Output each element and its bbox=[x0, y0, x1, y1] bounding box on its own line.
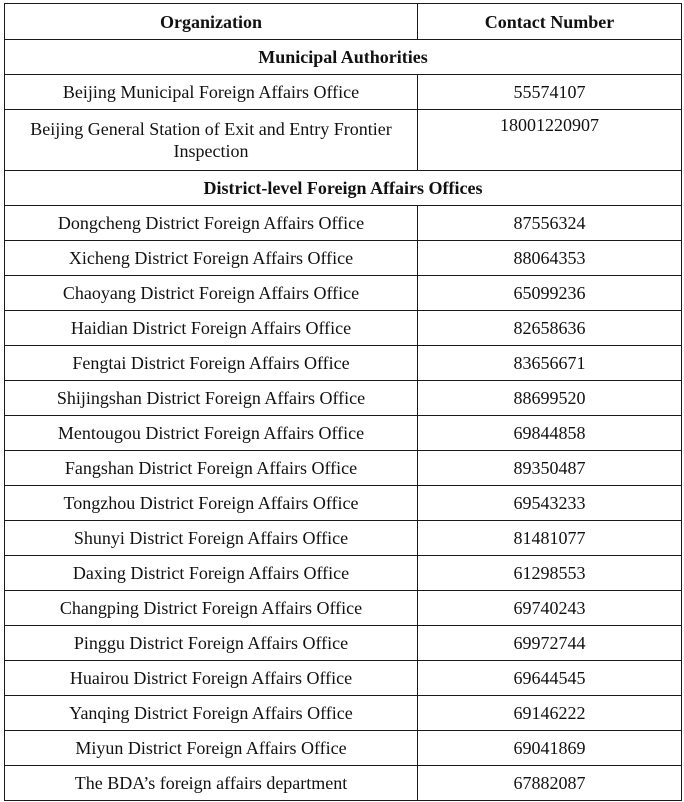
organization-cell: Beijing General Station of Exit and Entry Frontier Inspection bbox=[5, 110, 418, 171]
phone-cell: 67882087 bbox=[418, 766, 682, 801]
table-row bbox=[5, 661, 682, 696]
organization-cell: Chaoyang District Foreign Affairs Office bbox=[5, 276, 418, 311]
organization-cell: Miyun District Foreign Affairs Office bbox=[5, 731, 418, 766]
table-row bbox=[5, 110, 682, 171]
section-title-municipal: Municipal Authorities bbox=[5, 40, 682, 75]
organization-cell: Dongcheng District Foreign Affairs Office bbox=[5, 206, 418, 241]
phone-cell: 69543233 bbox=[418, 486, 682, 521]
organization-cell: Tongzhou District Foreign Affairs Office bbox=[5, 486, 418, 521]
phone-cell: 89350487 bbox=[418, 451, 682, 486]
organization-cell: Shijingshan District Foreign Affairs Office bbox=[5, 381, 418, 416]
organization-cell: Yanqing District Foreign Affairs Office bbox=[5, 696, 418, 731]
table-row bbox=[5, 556, 682, 591]
table-row bbox=[5, 206, 682, 241]
organization-cell: The BDA’s foreign affairs department bbox=[5, 766, 418, 801]
phone-cell: 55574107 bbox=[418, 75, 682, 110]
organization-cell: Changping District Foreign Affairs Office bbox=[5, 591, 418, 626]
phone-cell: 69844858 bbox=[418, 416, 682, 451]
table-row bbox=[5, 766, 682, 801]
organization-cell: Pinggu District Foreign Affairs Office bbox=[5, 626, 418, 661]
header-contact-number: Contact Number bbox=[418, 4, 682, 40]
table-row bbox=[5, 241, 682, 276]
organization-cell: Fengtai District Foreign Affairs Office bbox=[5, 346, 418, 381]
phone-cell: 69146222 bbox=[418, 696, 682, 731]
organization-cell: Fangshan District Foreign Affairs Office bbox=[5, 451, 418, 486]
organization-cell: Xicheng District Foreign Affairs Office bbox=[5, 241, 418, 276]
phone-cell: 69644545 bbox=[418, 661, 682, 696]
phone-cell: 88699520 bbox=[418, 381, 682, 416]
header-organization: Organization bbox=[5, 4, 418, 40]
table-row bbox=[5, 276, 682, 311]
phone-cell: 65099236 bbox=[418, 276, 682, 311]
table-row bbox=[5, 346, 682, 381]
phone-cell: 61298553 bbox=[418, 556, 682, 591]
table-row bbox=[5, 696, 682, 731]
table-row bbox=[5, 381, 682, 416]
table-row bbox=[5, 521, 682, 556]
phone-cell: 69740243 bbox=[418, 591, 682, 626]
phone-cell: 87556324 bbox=[418, 206, 682, 241]
phone-cell: 82658636 bbox=[418, 311, 682, 346]
header-row bbox=[5, 4, 682, 40]
contacts-table bbox=[4, 3, 682, 801]
section-title-district: District-level Foreign Affairs Offices bbox=[5, 171, 682, 206]
organization-cell: Mentougou District Foreign Affairs Office bbox=[5, 416, 418, 451]
organization-cell: Daxing District Foreign Affairs Office bbox=[5, 556, 418, 591]
table-row bbox=[5, 591, 682, 626]
organization-cell: Haidian District Foreign Affairs Office bbox=[5, 311, 418, 346]
organization-cell: Shunyi District Foreign Affairs Office bbox=[5, 521, 418, 556]
table-row bbox=[5, 311, 682, 346]
section-row bbox=[5, 40, 682, 75]
table-row bbox=[5, 75, 682, 110]
table-row bbox=[5, 451, 682, 486]
phone-cell: 83656671 bbox=[418, 346, 682, 381]
table-row bbox=[5, 416, 682, 451]
phone-cell: 69972744 bbox=[418, 626, 682, 661]
table-row bbox=[5, 626, 682, 661]
phone-cell: 81481077 bbox=[418, 521, 682, 556]
organization-cell: Beijing Municipal Foreign Affairs Office bbox=[5, 75, 418, 110]
phone-cell: 18001220907 bbox=[418, 110, 682, 171]
table-row bbox=[5, 486, 682, 521]
organization-cell: Huairou District Foreign Affairs Office bbox=[5, 661, 418, 696]
phone-cell: 69041869 bbox=[418, 731, 682, 766]
phone-cell: 88064353 bbox=[418, 241, 682, 276]
table-row bbox=[5, 731, 682, 766]
section-row bbox=[5, 171, 682, 206]
